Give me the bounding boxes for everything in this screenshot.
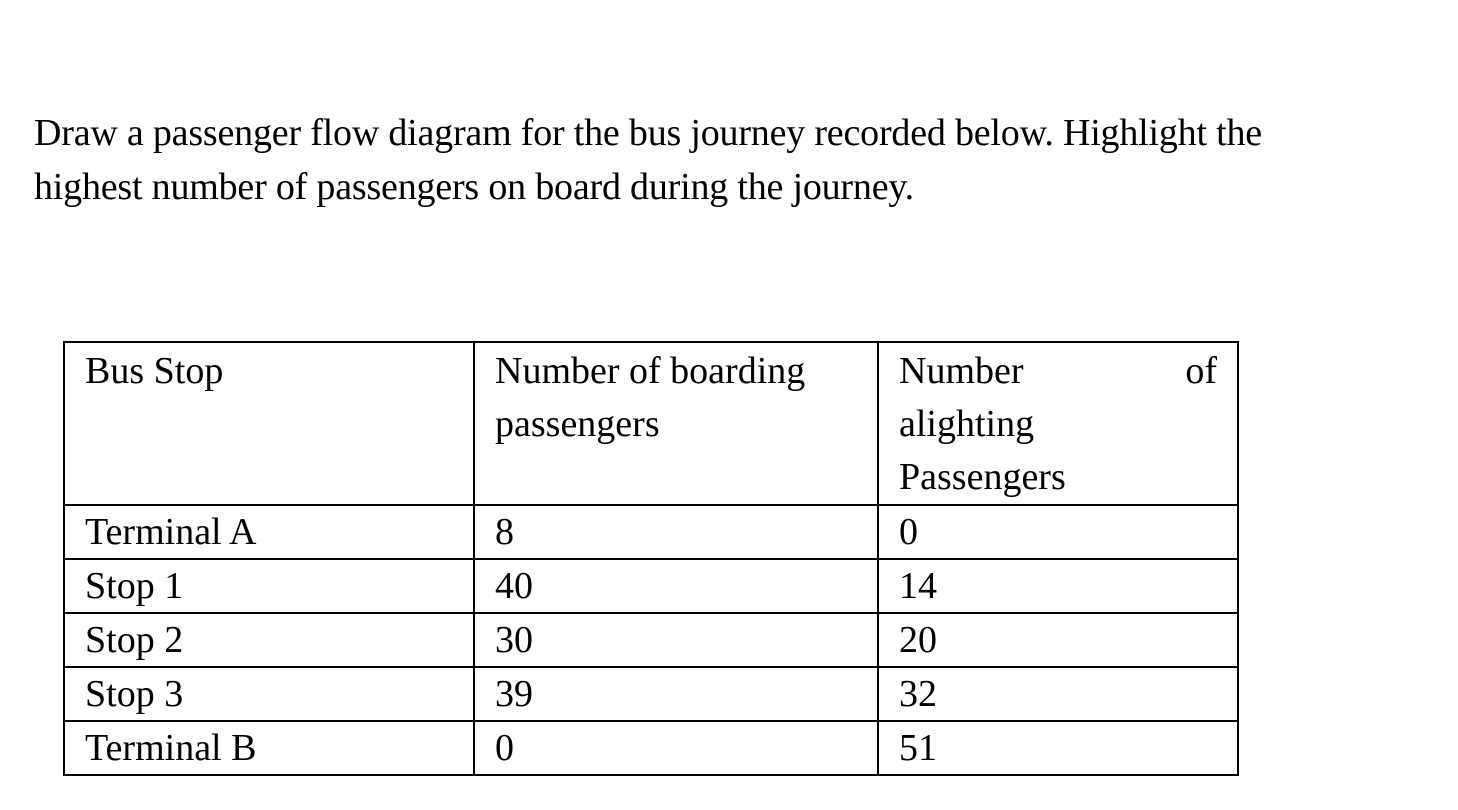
header-bus-stop: Bus Stop: [64, 342, 474, 505]
table-row: [64, 505, 1238, 559]
table-header-row: [64, 342, 1238, 505]
header-alighting-line-2: alighting: [899, 403, 1035, 445]
header-boarding-line-2: passengers: [495, 403, 660, 445]
header-alighting-line-1: Number of: [899, 350, 1217, 392]
cell-stop: Terminal A: [64, 505, 474, 559]
cell-boarding: 0: [474, 721, 878, 775]
cell-stop: Stop 3: [64, 667, 474, 721]
cell-stop: Terminal B: [64, 721, 474, 775]
cell-stop: Stop 1: [64, 559, 474, 613]
question-line-1: Draw a passenger flow diagram for the bus journey recorded below. Highlight the: [34, 112, 1262, 154]
question-line-2: highest number of passengers on board during the journey.: [34, 166, 914, 208]
cell-boarding: 8: [474, 505, 878, 559]
cell-boarding: 39: [474, 667, 878, 721]
cell-alighting: 32: [878, 667, 1238, 721]
table-row: [64, 613, 1238, 667]
cell-stop: Stop 2: [64, 613, 474, 667]
table-row: [64, 559, 1238, 613]
passenger-table: [63, 341, 1239, 776]
cell-boarding: 40: [474, 559, 878, 613]
cell-alighting: 51: [878, 721, 1238, 775]
table-row: [64, 721, 1238, 775]
header-boarding: [474, 342, 878, 505]
header-alighting: [878, 342, 1238, 505]
cell-alighting: 0: [878, 505, 1238, 559]
cell-alighting: 20: [878, 613, 1238, 667]
header-alighting-line-3: Passengers: [899, 456, 1066, 498]
cell-boarding: 30: [474, 613, 878, 667]
question-text: [34, 106, 1444, 214]
cell-alighting: 14: [878, 559, 1238, 613]
table-row: [64, 667, 1238, 721]
header-boarding-line-1: Number of boarding: [495, 350, 806, 392]
